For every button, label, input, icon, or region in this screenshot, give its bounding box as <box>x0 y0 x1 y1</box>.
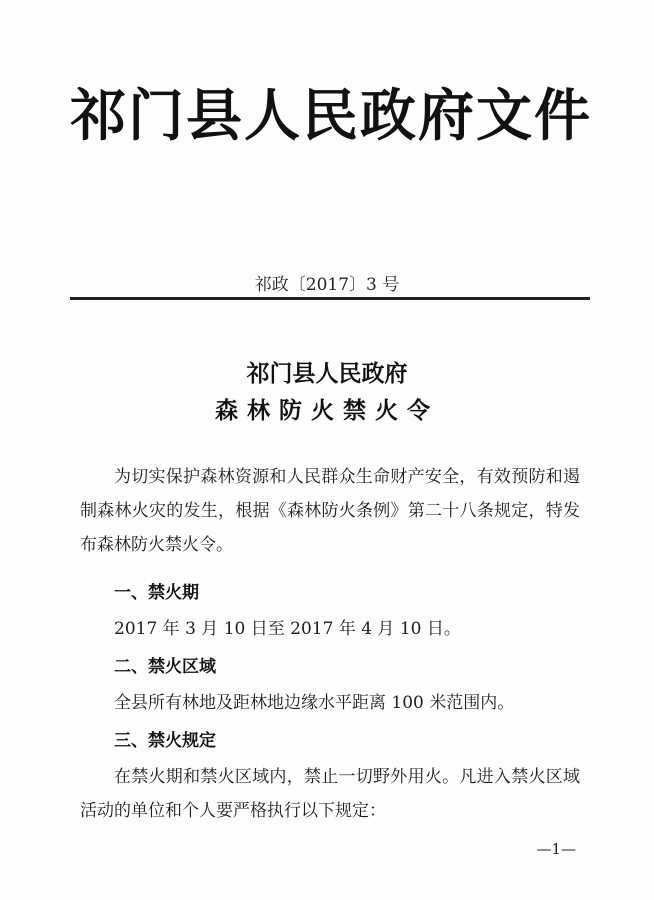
page-number: —1— <box>536 840 576 858</box>
order-title: 森林防火禁火令 <box>215 397 439 424</box>
intro-paragraph: 为切实保护森林资源和人民群众生命财产安全，有效预防和遏制森林火灾的发生，根据《森林防火条例》第二十八条规定，特发布森林防火禁火令。 <box>80 467 580 555</box>
document-header-title: 祁门县人民政府文件 <box>70 84 592 149</box>
section-heading-fire-ban-rules: 三、禁火规定 <box>114 731 216 751</box>
section-text-fire-ban-rules: 在禁火期和禁火区域内，禁止一切野外用火。凡进入禁火区域活动的单位和个人要严格执行以下规定： <box>80 767 580 821</box>
section-text-fire-ban-period: 2017 年 3 月 10 日至 2017 年 4 月 10 日。 <box>114 619 461 639</box>
order-issuer: 祁门县人民政府 <box>246 360 408 387</box>
header-divider-line <box>70 297 590 300</box>
section-text-fire-ban-area: 全县所有林地及距林地边缘水平距离 100 米范围内。 <box>114 693 515 713</box>
document-number: 祁政〔2017〕3 号 <box>254 275 400 295</box>
section-heading-fire-ban-period: 一、禁火期 <box>114 583 199 603</box>
section-heading-fire-ban-area: 二、禁火区域 <box>114 657 216 677</box>
